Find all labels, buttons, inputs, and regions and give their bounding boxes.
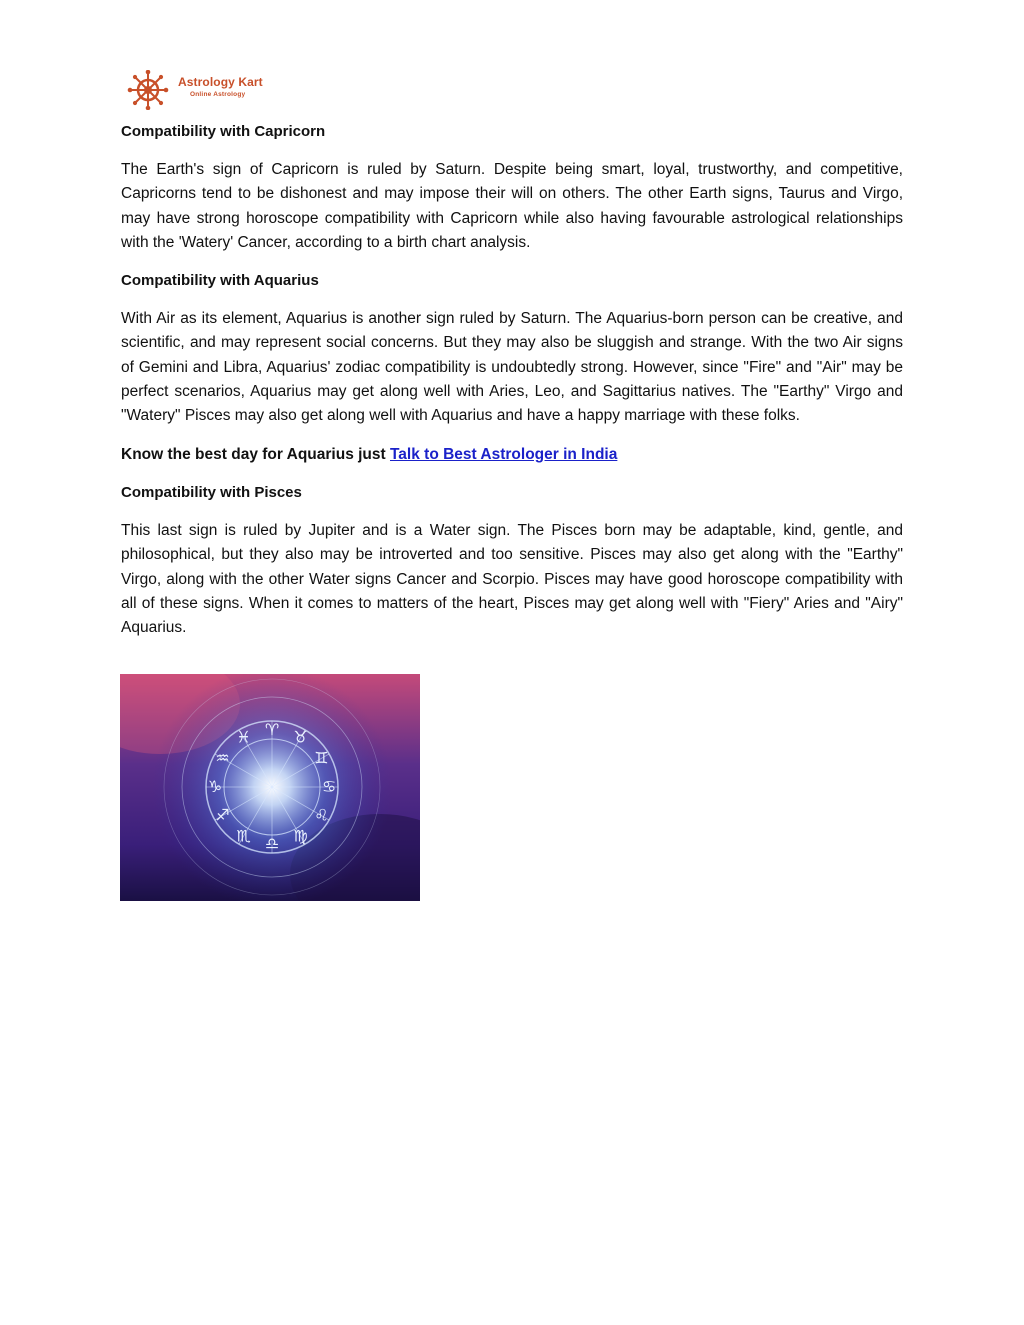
zodiac-glyph-icon: ♓ [236, 727, 251, 747]
zodiac-glyph-icon: ♌ [314, 805, 329, 825]
zodiac-glyph-icon: ♎ [264, 834, 280, 853]
heading-capricorn: Compatibility with Capricorn [121, 123, 326, 140]
zodiac-glyph-icon: ♍ [293, 826, 308, 846]
zodiac-glyph-icon: ♊ [314, 748, 329, 768]
paragraph-capricorn: The Earth's sign of Capricorn is ruled by Saturn. Despite being smart, loyal, trustworthy, and competitive, Capricorns tend to be dishonest and may impose their will on others. The other Earth signs, Taurus and Virgo, may have strong horoscope compatibility with Capricorn while also having favourable astrological relationships with the 'Watery' Cancer, according to a birth chart analysis. [121, 161, 903, 251]
logo-tagline: Online Astrology [190, 91, 246, 98]
zodiac-glyph-icon: ♈ [264, 720, 280, 739]
zodiac-glyph-icon: ♐ [215, 805, 230, 825]
zodiac-wheel-icon [120, 674, 420, 901]
heading-aquarius: Compatibility with Aquarius [121, 272, 319, 290]
zodiac-glyph-icon: ♑ [207, 777, 223, 796]
zodiac-glyph-icon: ♏ [236, 826, 251, 846]
site-logo [120, 70, 280, 110]
paragraph-aquarius: With Air as its element, Aquarius is another sign ruled by Saturn. The Aquarius-born person can be creative, and scientific, and may represent social concerns. But they may also be sluggish and strange. With the two Air signs of Gemini and Libra, Aquarius' zodiac compatibility is undoubtedly strong. However, since "Fire" and "Air" may be perfect scenarios, Aquarius may get along well with Aries, Leo, and Sagittarius natives. The "Earthy" Virgo and "Watery" Pisces may also get along well with Aquarius and have a happy marriage with these folks. [121, 310, 903, 425]
zodiac-image [120, 674, 420, 901]
zodiac-glyph-icon: ♉ [293, 727, 308, 747]
cta-line [121, 443, 903, 467]
zodiac-glyph-icon: ♒ [215, 748, 230, 768]
cta-text: Know the best day for Aquarius just [121, 445, 390, 463]
paragraph-pisces: This last sign is ruled by Jupiter and is a Water sign. The Pisces born may be adaptable, kind, gentle, and philosophical, but they also may be introverted and too sensitive. Pisces may also get along with the "Earthy" Virgo, along with the other Water signs Cancer and Scorpio. Pisces may have good horoscope compatibility with all of these signs. When it comes to matters of the heart, Pisces may get along well with "Fiery" Aries and "Airy" Aquarius. [121, 521, 903, 637]
zodiac-glyph-icon: ♋ [321, 777, 337, 796]
wheel-logo-icon [120, 70, 176, 110]
heading-pisces: Compatibility with Pisces [121, 483, 302, 501]
talk-to-astrologer-link[interactable]: Talk to Best Astrologer in India [389, 445, 618, 463]
article-content [121, 120, 903, 654]
logo-name: Astrology Kart [178, 75, 263, 89]
